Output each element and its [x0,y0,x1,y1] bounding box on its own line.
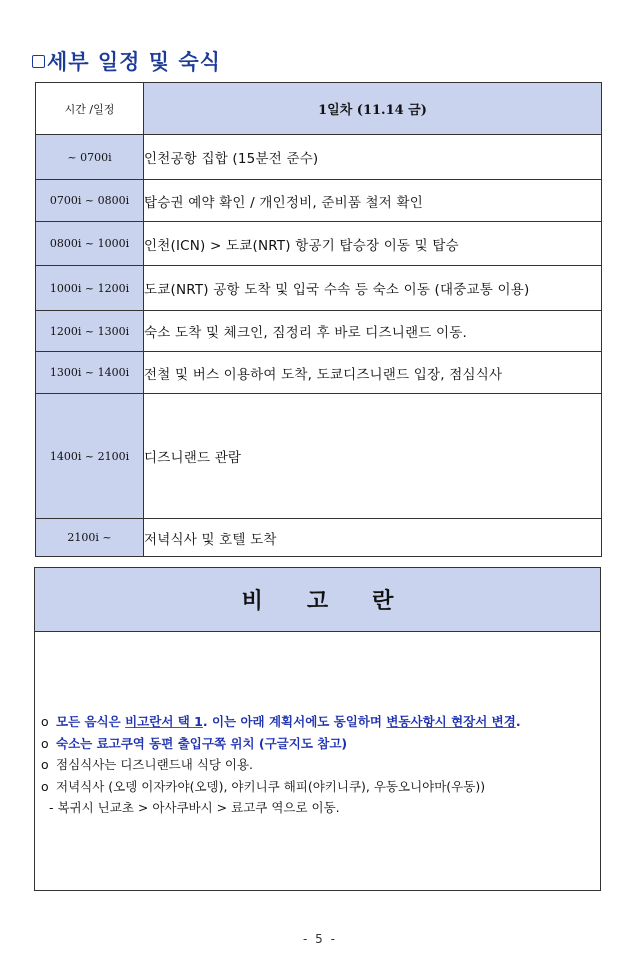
row-desc: 디즈니랜드 관람 [144,394,602,519]
table-row [36,519,602,557]
row-desc: 인천공항 집합 (15분전 준수) [144,135,602,180]
note-text: . [515,714,521,729]
header-day: 1일차 (11.14 금) [144,83,602,135]
row-desc: 인천(ICN) > 도쿄(NRT) 항공기 탑승장 이동 및 탑승 [144,222,602,266]
bullet: o [41,757,49,772]
row-time: ~ 0700i [36,135,144,180]
row-time: 1300i ~ 1400i [36,352,144,394]
note-lodging [41,733,594,755]
schedule-table [35,82,602,557]
note-food [41,711,594,733]
remarks-title: 비고란 [35,568,600,632]
row-time: 2100i ~ [36,519,144,557]
bullet: o [41,714,49,729]
table-row [36,180,602,222]
note-text: 점심식사는 디즈니랜드내 식당 이용. [56,757,254,772]
table-row [36,394,602,519]
row-time: 1200i ~ 1300i [36,311,144,352]
note-lunch [41,754,594,776]
table-header-row [36,83,602,135]
row-desc: 숙소 도착 및 체크인, 짐정리 후 바로 디즈니랜드 이동. [144,311,602,352]
page-number: - 5 - [303,932,337,946]
note-text: 저녁식사 (오뎅 이자카야(오뎅), 야키니쿠 해피(야키니쿠), 우동오니야마(우동)) [56,778,486,794]
row-time: 0700i ~ 0800i [36,180,144,222]
note-text: 숙소는 료고쿠역 동편 출입구쪽 위치 (구글지도 참고) [56,735,348,751]
row-desc: 탑승권 예약 확인 / 개인정비, 준비품 철저 확인 [144,180,602,222]
bullet: o [41,778,49,794]
table-row [36,311,602,352]
row-time: 1000i ~ 1200i [36,266,144,311]
note-text-underlined: 비고란서 택 1 [125,714,203,729]
row-desc: 도쿄(NRT) 공항 도착 및 입국 수속 등 숙소 이동 (대중교통 이용) [144,266,602,311]
checkbox-square-icon [32,55,45,68]
table-row [36,135,602,180]
note-text: - 복귀시 닌교초 > 아사쿠바시 > 료고쿠 역으로 이동. [49,800,340,815]
table-row [36,222,602,266]
row-desc: 저녁식사 및 호텔 도착 [144,519,602,557]
header-time: 시간 /일정 [36,83,144,135]
table-row [36,266,602,311]
remarks-box [34,567,601,891]
row-time: 1400i ~ 2100i [36,394,144,519]
section-heading [32,46,221,76]
note-dinner [41,776,594,798]
note-text: . 이는 아래 계획서에도 동일하며 [202,714,387,729]
table-row [36,352,602,394]
note-text-underlined: 변동사항시 현장서 변경 [386,714,516,729]
row-desc: 전철 및 버스 이용하여 도착, 도쿄디즈니랜드 입장, 점심식사 [144,352,602,394]
bullet: o [41,735,49,751]
note-return [41,797,594,819]
section-title: 세부 일정 및 숙식 [47,50,221,74]
remarks-notes [41,711,594,819]
note-text: 모든 음식은 [56,714,126,729]
row-time: 0800i ~ 1000i [36,222,144,266]
